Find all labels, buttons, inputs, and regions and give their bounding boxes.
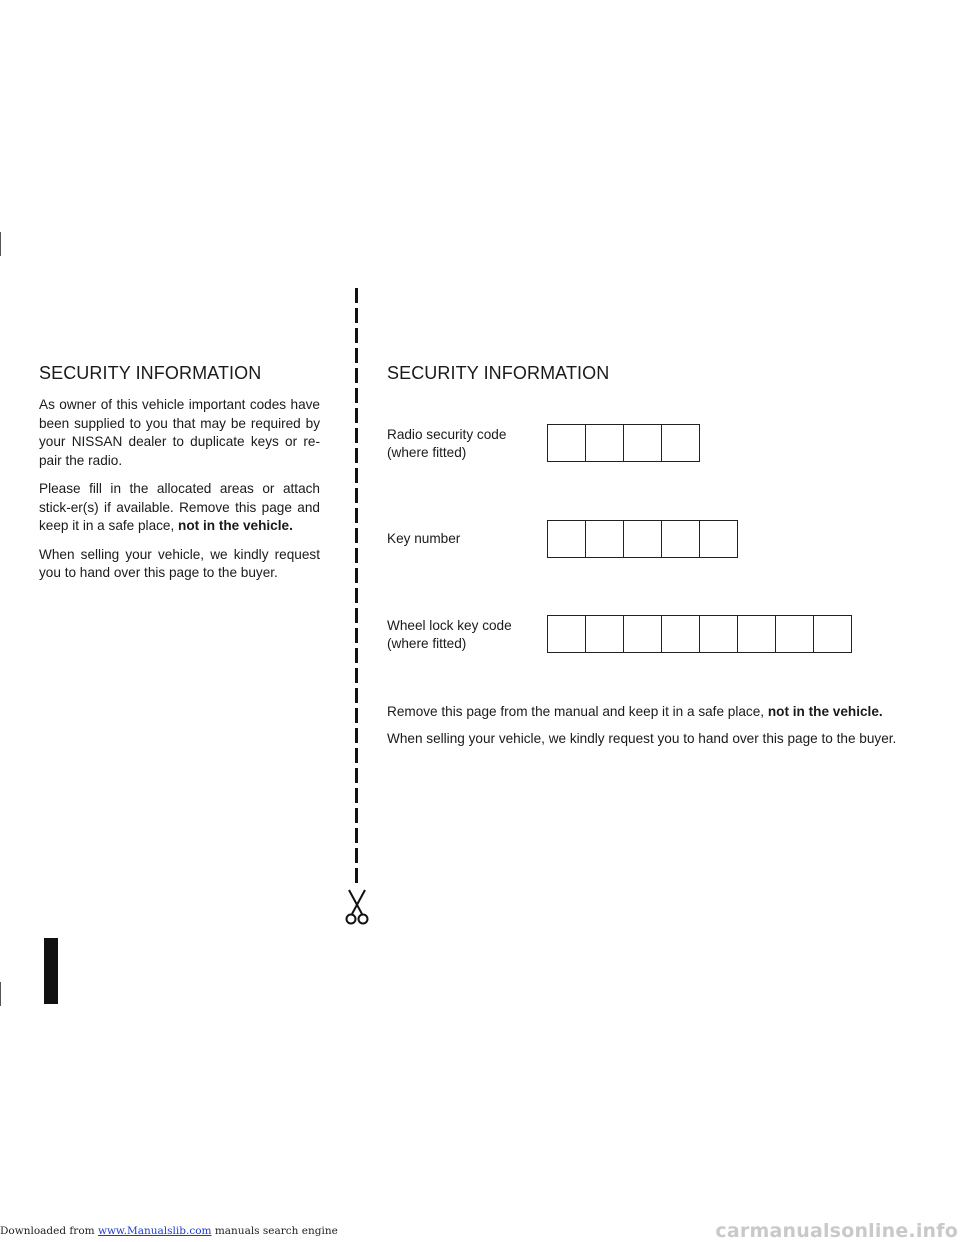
key-number-label-line1: Key number [387,531,461,546]
code-box[interactable] [661,520,700,558]
left-column [39,363,320,593]
radio-code-label [387,426,506,462]
wheel-lock-label-line1: Wheel lock key code [387,618,512,633]
wheel-lock-label-line2: (where fitted) [387,636,467,651]
footer [0,1222,960,1242]
manualslib-link[interactable]: www.Manualslib.com [97,1225,212,1237]
section-title: SECURITY INFORMATION [39,363,262,383]
code-box[interactable] [585,615,624,653]
code-box[interactable] [547,424,586,462]
crop-mark [0,982,1,1006]
code-box[interactable] [623,615,662,653]
code-box[interactable] [623,520,662,558]
brand-watermark: carmanualsonline.info [715,1220,958,1242]
radio-code-boxes [547,424,700,462]
code-box[interactable] [699,520,738,558]
code-box[interactable] [623,424,662,462]
code-box[interactable] [661,615,700,653]
wheel-lock-boxes [547,615,852,653]
code-box[interactable] [585,520,624,558]
instruction-paragraph [39,480,320,536]
download-suffix: manuals search engine [211,1225,338,1237]
radio-code-label-line2: (where fitted) [387,445,467,460]
download-notice [0,1225,338,1237]
radio-code-label-line1: Radio security code [387,427,507,442]
selling-note: When selling your vehicle, we kindly request you to hand over this page to the buyer. [387,731,897,746]
scissors-icon [343,888,371,926]
remove-page-text: Remove this page from the manual and keep it in a safe place, [387,704,768,719]
right-column [387,363,927,396]
section-marker [44,938,58,1004]
wheel-lock-label [387,617,512,653]
code-box[interactable] [813,615,852,653]
instruction-emphasis: not in the vehicle. [178,518,293,533]
code-box[interactable] [547,520,586,558]
code-box[interactable] [585,424,624,462]
code-box[interactable] [547,615,586,653]
code-box[interactable] [775,615,814,653]
code-box[interactable] [661,424,700,462]
selling-paragraph: When selling your vehicle, we kindly request you to hand over this page to the buyer. [39,546,320,580]
key-number-boxes [547,520,738,558]
remove-page-emphasis: not in the vehicle. [767,704,883,719]
crop-mark [0,232,1,256]
cut-line [355,288,358,884]
remove-page-note [387,703,883,721]
key-number-label [387,530,460,548]
code-box[interactable] [737,615,776,653]
instruction-text: Please fill in the allocated areas or attach stick-er(s) if available. Remove this page and keep it in a safe place, [39,481,320,533]
intro-paragraph: As owner of this vehicle important codes have been supplied to you that may be required by your NISSAN dealer to duplicate keys or re-pair the radio. [39,397,320,468]
form-title: SECURITY INFORMATION [387,363,610,383]
download-prefix: Downloaded from [0,1225,98,1237]
code-box[interactable] [699,615,738,653]
